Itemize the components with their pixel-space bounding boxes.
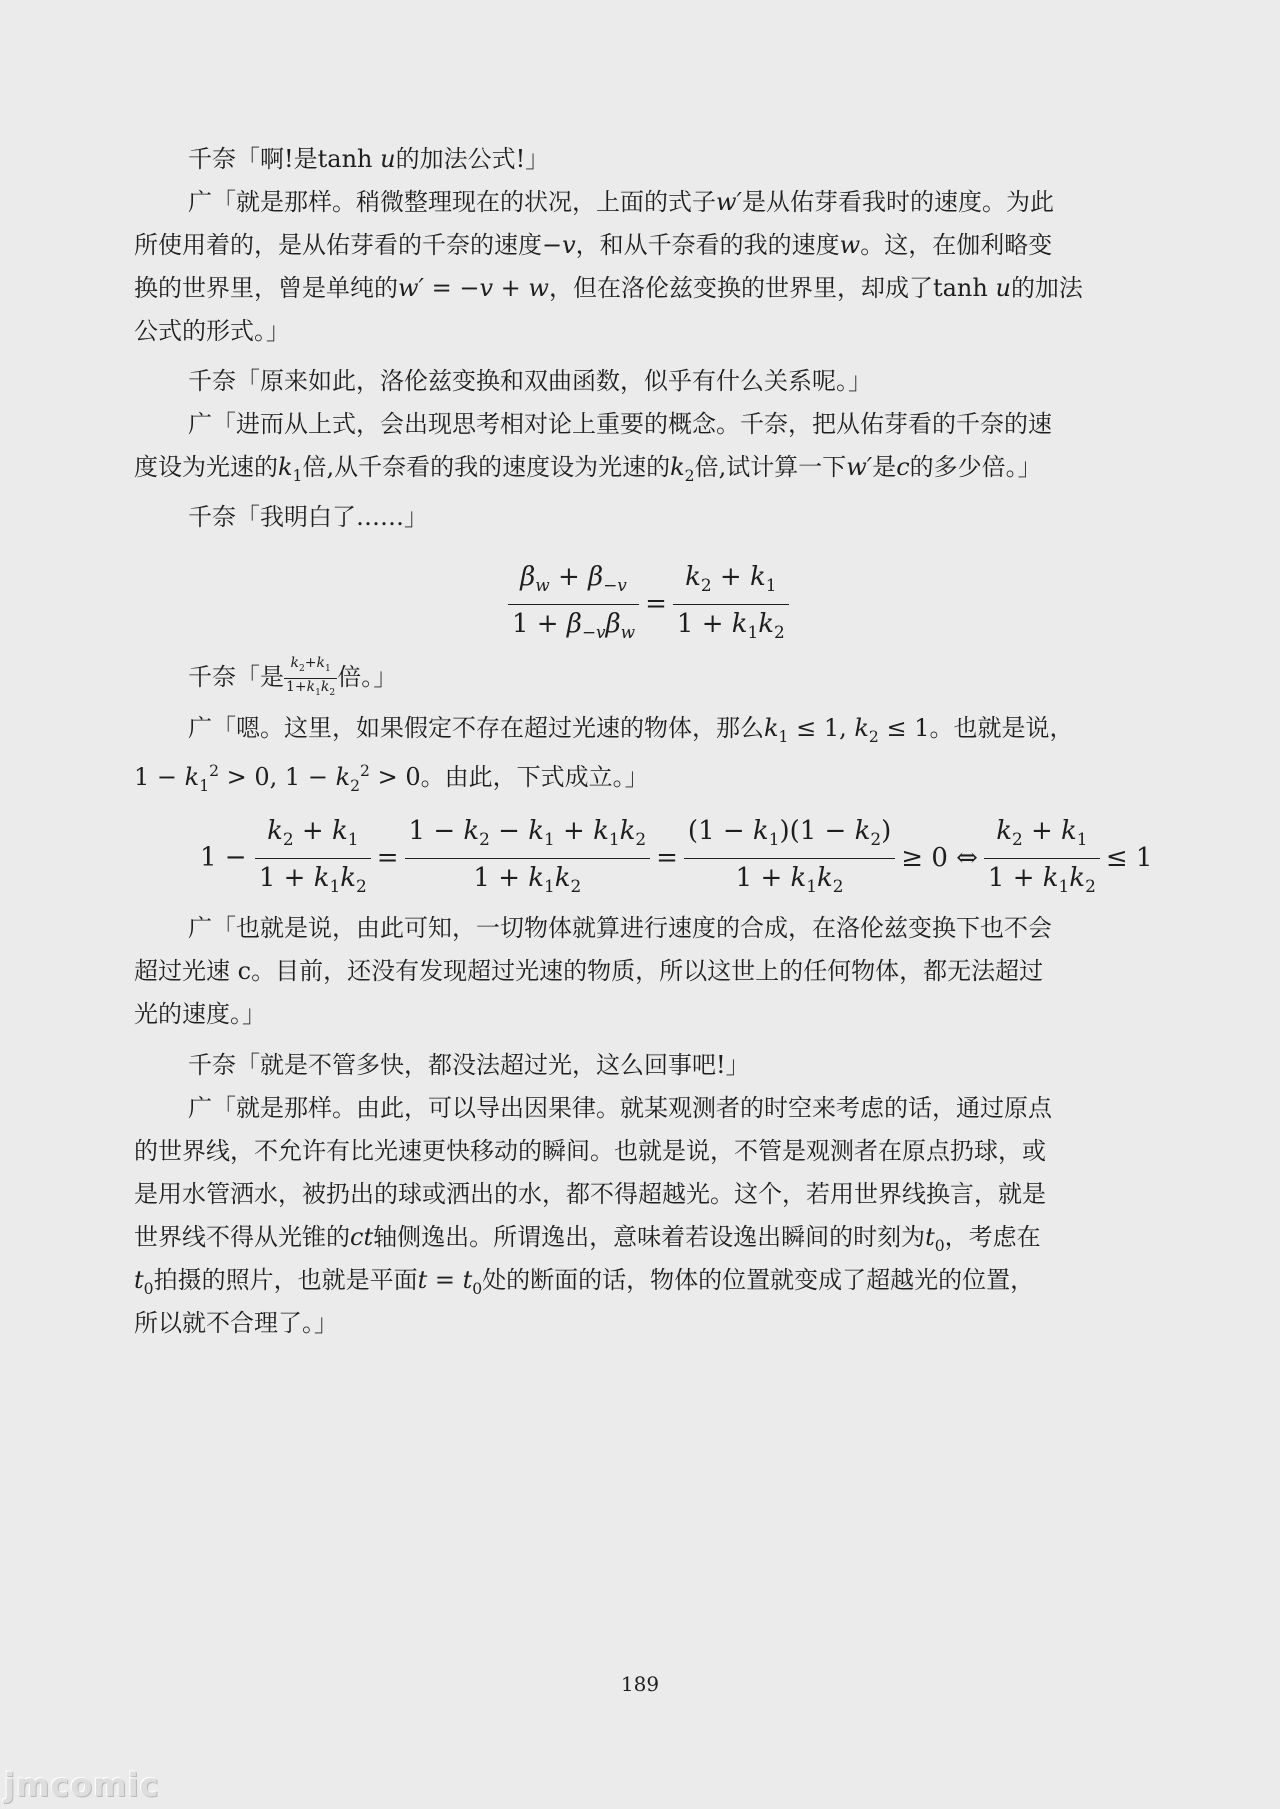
- paragraph-5: [134, 496, 1148, 539]
- paragraph-4: [134, 403, 1148, 489]
- fraction: $\frac{k_2 + k_1}{1 + k_1k_2}$: [984, 812, 1100, 905]
- text-line: 超过光速 c。目前，还没有发现超过光速的物质，所以这世上的任何物体，都无法超过: [134, 957, 1044, 985]
- text-line: $1 - k_1^2 > 0$, $1 - k_2^2 > 0$。由此，下式成立。」: [134, 762, 649, 795]
- paragraph-10: [134, 1087, 1148, 1345]
- text-line: 广「进而从上式，会出现思考相对论上重要的概念。千奈，把从佑芽看的千奈的速: [188, 410, 1052, 438]
- paragraph-2: [134, 181, 1148, 353]
- fraction: $\frac{k_2 + k_1}{1 + k_1k_2}$: [673, 558, 789, 651]
- text-line: 千奈「是 $\frac{k_2+k_1}{1+k_1k_2}$ 倍。」: [188, 655, 398, 698]
- text-line: 广「也就是说，由此可知，一切物体就算进行速度的合成，在洛伦兹变换下也不会: [188, 914, 1052, 942]
- text-line: 度设为光速的$k_1$倍,从千奈看的我的速度设为光速的$k_2$倍,试计算一下w′是c的多少倍。」: [134, 453, 1042, 485]
- fraction: $\frac{(1 - k_1)(1 - k_2)}{1 + k_1k_2}$: [684, 812, 895, 905]
- text-line: 的世界线，不允许有比光速更快移动的瞬间。也就是说，不管是观测者在原点扔球，或: [134, 1137, 1046, 1165]
- paragraph-1: [134, 138, 1148, 181]
- equation-2: 1 − $\frac{k_2 + k_1}{1 + k_1k_2}$ = $\frac{1 - k_2 - k_1 + k_1k_2}{1 + k_1k_2}$ = $\frac{(1 - k_1)(1 - k_2)}{1 + k_1k_2}$ ≥ 0 ⇔ $\frac{k_2 + k_1}{1 + k_1k_2}$ ≤ 1: [200, 812, 1158, 905]
- paragraph-9: [134, 1044, 1148, 1087]
- text-line: 所使用着的，是从佑芽看的千奈的速度−v，和从千奈看的我的速度w。这，在伽利略变: [134, 231, 1053, 259]
- paragraph-8: [134, 907, 1148, 1036]
- text-line: 公式的形式。」: [134, 317, 290, 345]
- text-line: 所以就不合理了。」: [134, 1309, 338, 1337]
- text-line: 广「就是那样。稍微整理现在的状况，上面的式子w′是从佑芽看我时的速度。为此: [188, 188, 1054, 216]
- page-number: 189: [620, 1672, 660, 1696]
- watermark-logo: jmcomic: [4, 1766, 160, 1804]
- text-line: 是用水管洒水，被扔出的球或洒出的水，都不得超越光。这个，若用世界线换言，就是: [134, 1180, 1046, 1208]
- paragraph-6: [134, 655, 1148, 698]
- text-line: 千奈「就是不管多快，都没法超过光，这么回事吧!」: [188, 1051, 750, 1079]
- fraction: $\frac{1 - k_2 - k_1 + k_1k_2}{1 + k_1k_2}$: [405, 812, 651, 905]
- paragraph-3: [134, 360, 1148, 403]
- text-line: 光的速度。」: [134, 1000, 266, 1028]
- fraction: $\frac{k_2 + k_1}{1 + k_1k_2}$: [255, 812, 371, 905]
- text-line: 千奈「我明白了……」: [188, 503, 428, 531]
- text-line: 广「嗯。这里，如果假定不存在超过光速的物体，那么$k_1 \le 1$, $k_2 \le 1$。也就是说，: [188, 714, 1074, 746]
- text-line: 千奈「啊!是tanh u的加法公式!」: [188, 145, 550, 173]
- text-line: 换的世界里，曾是单纯的w′ = −v + w，但在洛伦兹变换的世界里，却成了tanh u的加法: [134, 274, 1083, 302]
- text-line: 世界线不得从光锥的ct轴侧逸出。所谓逸出，意味着若设逸出瞬间的时刻为$t_0$，考虑在: [134, 1223, 1041, 1255]
- paragraph-7: [134, 707, 1148, 793]
- fraction: $\frac{\beta_w + \beta_{-v}}{1 + \beta_{-v}\beta_w}$: [508, 558, 639, 651]
- equation-1: $\frac{\beta_w + \beta_{-v}}{1 + \beta_{-v}\beta_w}$ = $\frac{k_2 + k_1}{1 + k_1k_2}$: [508, 558, 789, 651]
- text-line: 千奈「原来如此，洛伦兹变换和双曲函数，似乎有什么关系呢。」: [188, 367, 872, 395]
- text-line: 广「就是那样。由此，可以导出因果律。就某观测者的时空来考虑的话，通过原点: [188, 1094, 1052, 1122]
- text-line: $t_0$拍摄的照片，也就是平面$t = t_0$处的断面的话，物体的位置就变成了超越光的位置，: [134, 1266, 1035, 1298]
